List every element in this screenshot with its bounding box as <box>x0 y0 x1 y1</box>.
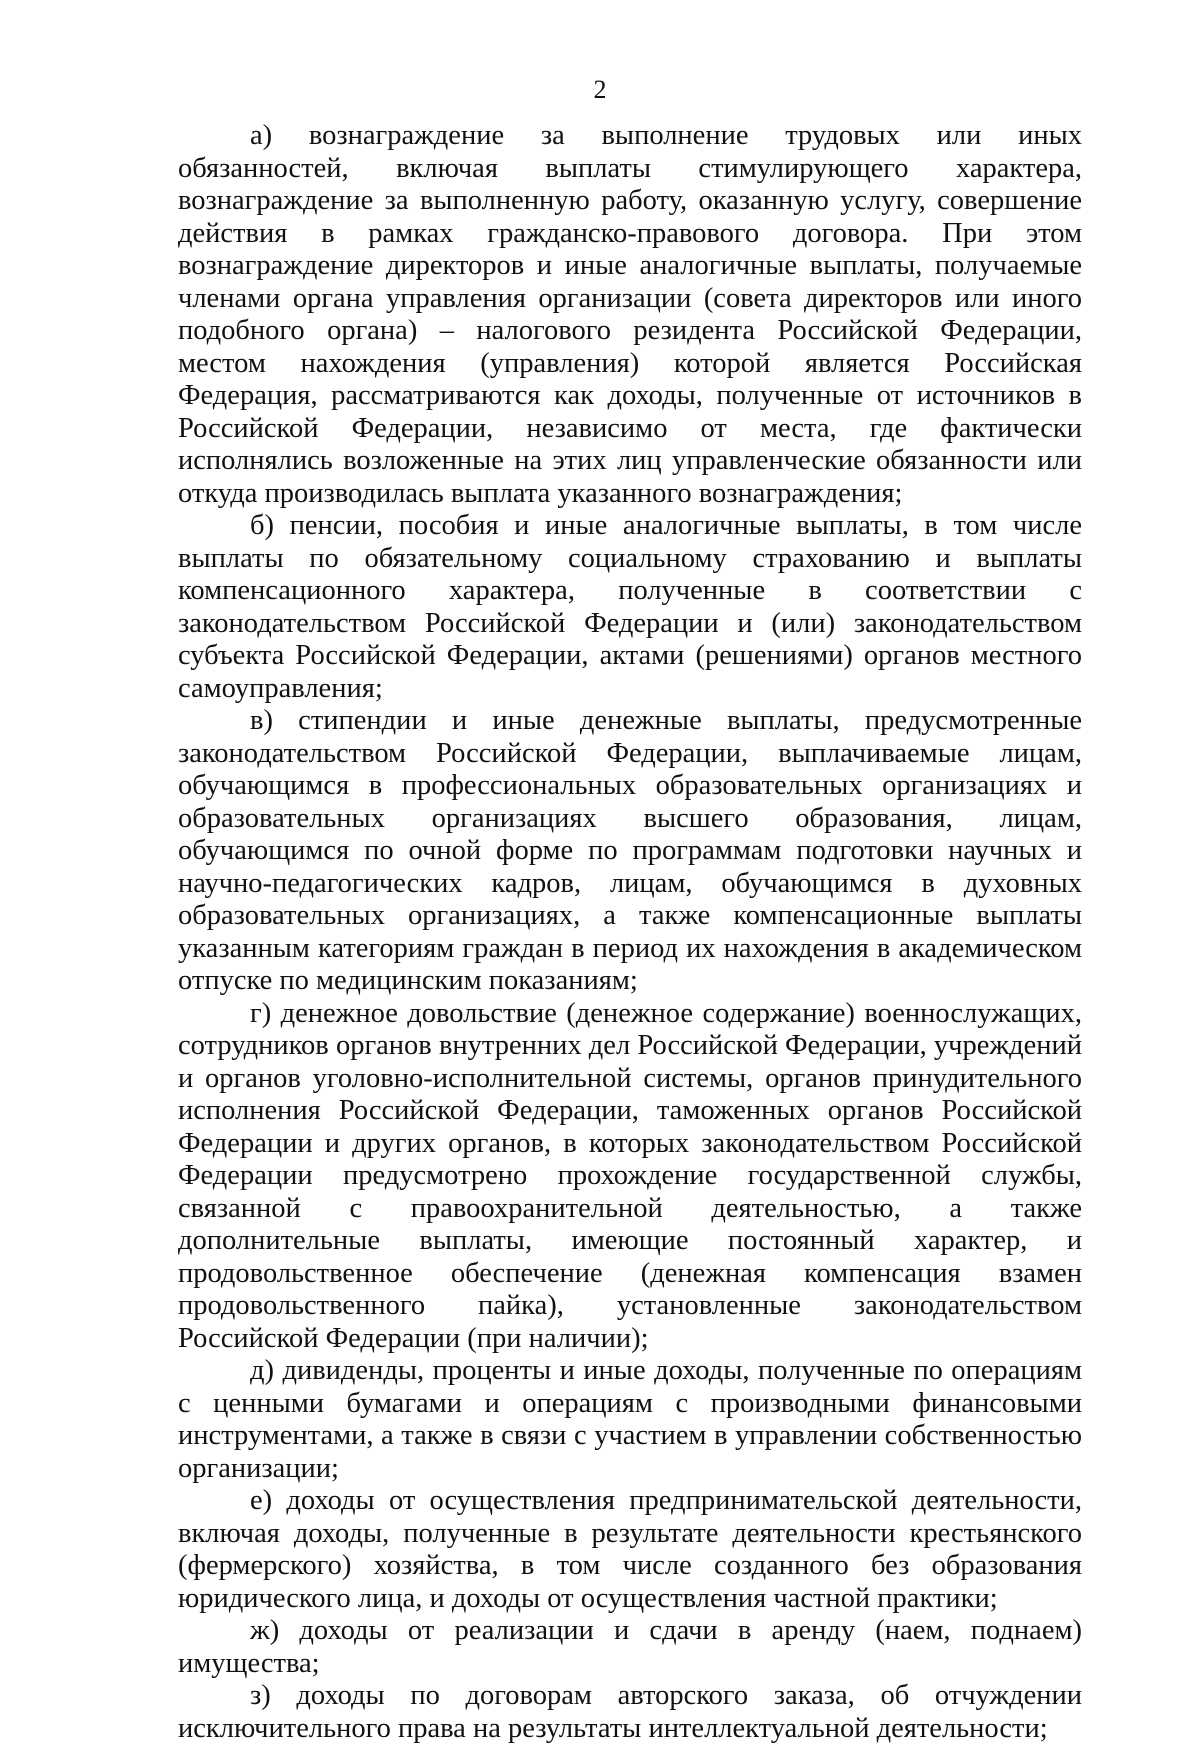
paragraph-d: д) дивиденды, проценты и иные доходы, полученные по операциям с ценными бумагами и операциям с производными финансовыми инструментами, а также в связи с участием в управлении собственностью организации; <box>178 1355 1082 1484</box>
page-number: 2 <box>593 75 607 104</box>
paragraph-zh: ж) доходы от реализации и сдачи в аренду (наем, поднаем) имущества; <box>178 1615 1082 1679</box>
paragraph-e: е) доходы от осуществления предпринимательской деятельности, включая доходы, полученные в результате деятельности крестьянского (фермерского) хозяйства, в том числе созданного без образования юридического лица, и доходы от осуществления частной практики; <box>178 1485 1082 1614</box>
paragraph-b: б) пенсии, пособия и иные аналогичные выплаты, в том числе выплаты по обязательному социальному страхованию и выплаты компенсационного характера, полученные в соответствии с законодательством Российской Федерации и (или) законодательством субъекта Российской Федерации, актами (решениями) органов местного самоуправления; <box>178 510 1082 704</box>
paragraph-z: з) доходы по договорам авторского заказа, об отчуждении исключительного права на результаты интеллектуальной деятельности; <box>178 1680 1082 1744</box>
paragraph-v: в) стипендии и иные денежные выплаты, предусмотренные законодательством Российской Федерации, выплачиваемые лицам, обучающимся в профессиональных образовательных организациях и образовательных организациях высшего образования, лицам, обучающимся по очной форме по программам подготовки научных и научно-педагогических кадров, лицам, обучающимся в духовных образовательных организациях, а также компенсационные выплаты указанным категориям граждан в период их нахождения в академическом отпуске по медицинским показаниям; <box>178 705 1082 996</box>
paragraph-a: а) вознаграждение за выполнение трудовых или иных обязанностей, включая выплаты стимулирующего характера, вознаграждение за выполненную работу, оказанную услугу, совершение действия в рамках гражданско-правового договора. При этом вознаграждение директоров и иные аналогичные выплаты, получаемые членами органа управления организации (совета директоров или иного подобного органа) – налогового резидента Российской Федерации, местом нахождения (управления) которой является Российская Федерация, рассматриваются как доходы, полученные от источников в Российской Федерации, независимо от места, где фактически исполнялись возложенные на этих лиц управленческие обязанности или откуда производилась выплата указанного вознаграждения; <box>178 120 1082 509</box>
paragraph-g: г) денежное довольствие (денежное содержание) военнослужащих, сотрудников органов внутренних дел Российской Федерации, учреждений и органов уголовно-исполнительной системы, органов принудительного исполнения Российской Федерации, таможенных органов Российской Федерации и других органов, в которых законодательством Российской Федерации предусмотрено прохождение государственной службы, связанной с правоохранительной деятельностью, а также дополнительные выплаты, имеющие постоянный характер, и продовольственное обеспечение (денежная компенсация взамен продовольственного пайка), установленные законодательством Российской Федерации (при наличии); <box>178 997 1082 1354</box>
document-body <box>178 120 1082 1745</box>
